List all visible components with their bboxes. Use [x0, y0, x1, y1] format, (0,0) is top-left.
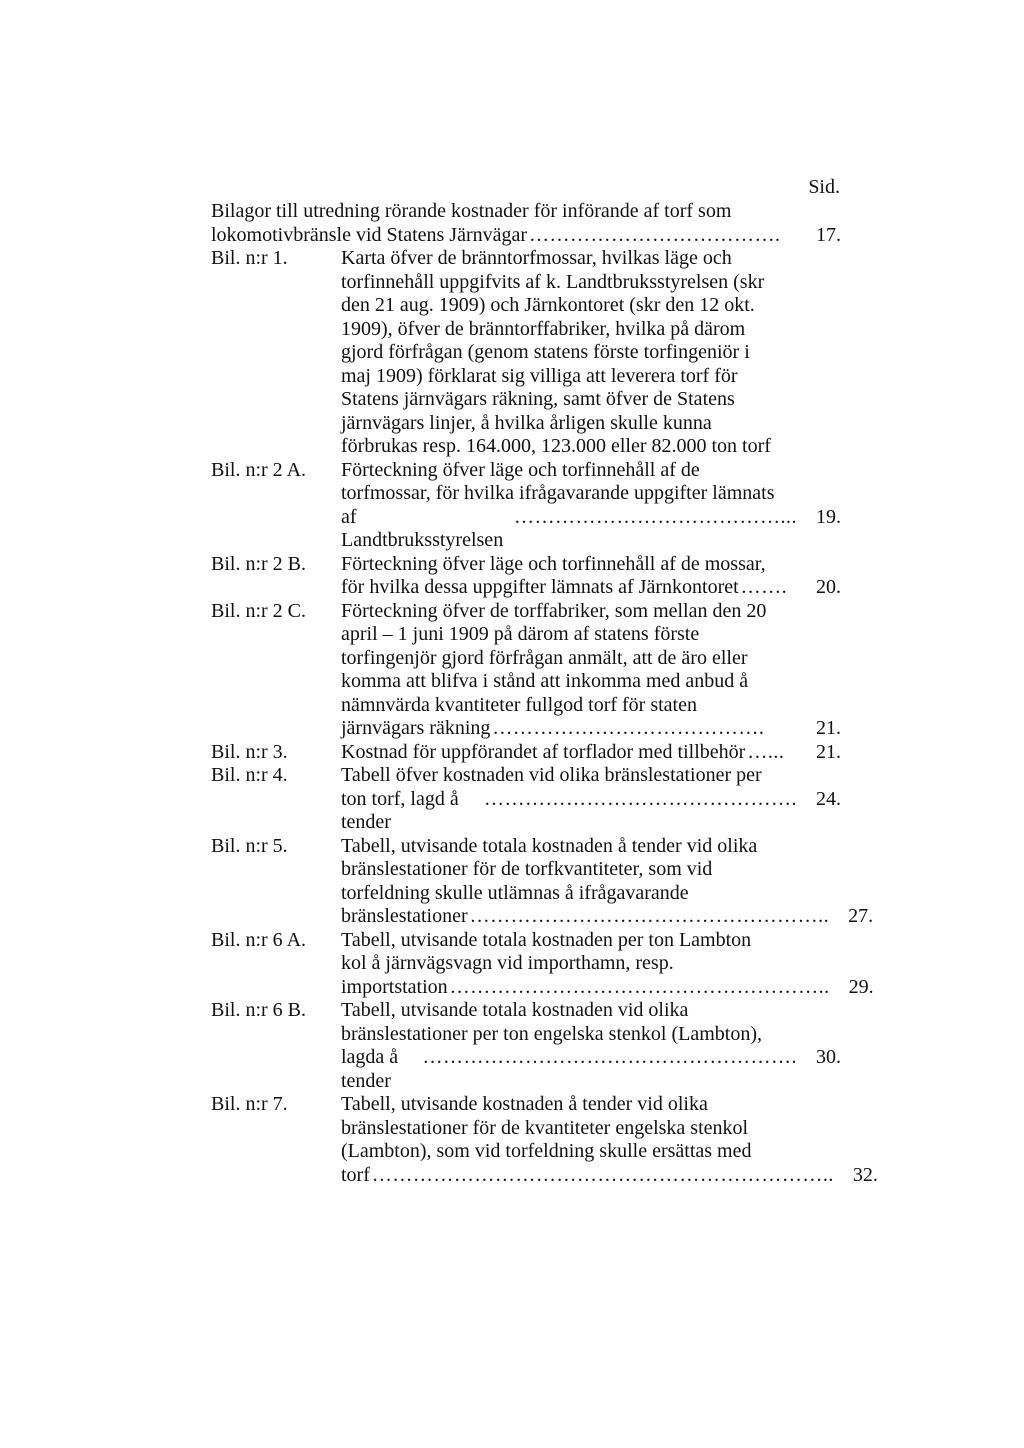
- page-number: 29.: [848, 975, 874, 998]
- appendix-list: [211, 200, 878, 1187]
- appendix-entry: [211, 600, 841, 741]
- leader-dots: ……………………………………….: [484, 787, 797, 810]
- description-line: Förteckning öfver läge och torfinnehåll af de: [341, 458, 700, 481]
- page-number: 20.: [816, 576, 841, 598]
- description-last-line: [341, 976, 874, 1000]
- description-line: Förteckning öfver de torffabriker, som mellan den 20: [341, 599, 767, 622]
- appendix-label: Bil. n:r 7.: [211, 1093, 288, 1115]
- leader-dots: ………………………………….: [492, 717, 765, 739]
- description-line: gjord förfrågan (genom statens förste torfingeniör i: [341, 341, 750, 363]
- description-line: april – 1 juni 1909 på därom af statens förste: [341, 623, 700, 645]
- appendix-label: Bil. n:r 1.: [211, 247, 288, 269]
- appendix-label: Bil. n:r 3.: [211, 740, 288, 763]
- leader-dots: …………………………………...: [514, 505, 797, 528]
- page-number: 32.: [852, 1163, 878, 1186]
- description-line: Karta öfver de bränntorfmossar, hvilkas läge och: [341, 247, 732, 269]
- appendix-description: [341, 764, 841, 835]
- appendix-description: [341, 459, 841, 553]
- description-line: bränslestationer per ton engelska stenkol (Lambton),: [341, 1022, 762, 1045]
- description-line: torfingenjör gjord förfrågan anmält, att de äro eller: [341, 646, 748, 669]
- leader-dots: …...: [747, 740, 785, 763]
- description-line: importstation: [341, 975, 448, 998]
- appendix-entry: [211, 459, 841, 553]
- description-line: Förteckning öfver läge och torfinnehåll af de mossar,: [341, 552, 766, 575]
- intro-heading: [211, 200, 841, 247]
- description-line: kol å järnvägsvagn vid importhamn, resp.: [341, 952, 674, 974]
- page-number: 27.: [848, 905, 874, 927]
- description-line: torfeldning skulle utlämnas å ifrågavarande: [341, 881, 689, 904]
- appendix-description: [341, 999, 841, 1093]
- appendix-description: [341, 553, 841, 600]
- description-line: lagda å tender: [341, 1046, 399, 1092]
- description-last-line: [341, 1046, 841, 1093]
- leader-dots: ……………………………………………….: [422, 1046, 797, 1068]
- appendix-description: [341, 929, 874, 1000]
- description-line: förbrukas resp. 164.000, 123.000 eller 82.000 ton torf: [341, 435, 771, 457]
- appendix-description: [341, 600, 841, 741]
- appendix-label: Bil. n:r 6 A.: [211, 928, 307, 951]
- description-line: ton torf, lagd å tender: [341, 787, 459, 833]
- appendix-entry: [211, 928, 874, 1000]
- appendix-description: [341, 741, 841, 765]
- description-line: bränslestationer: [341, 905, 468, 927]
- description-line: Tabell, utvisande kostnaden å tender vid olika: [341, 1093, 708, 1115]
- description-last-line: [341, 905, 873, 929]
- page-number: 17.: [816, 223, 841, 246]
- description-line: järnvägars räkning: [341, 717, 491, 739]
- appendix-entry: [211, 553, 841, 600]
- description-line: nämnvärda kvantiteter fullgod torf för staten: [341, 693, 697, 716]
- appendix-label: Bil. n:r 6 B.: [211, 999, 307, 1021]
- page-number: 21.: [816, 740, 841, 763]
- description-line: den 21 aug. 1909) och Järnkontoret (skr den 12 okt.: [341, 294, 755, 316]
- appendix-description: [341, 247, 841, 459]
- page-number: 24.: [816, 787, 841, 810]
- description-last-line: [341, 506, 841, 553]
- description-line: bränslestationer för de kvantiteter engelska stenkol: [341, 1116, 749, 1139]
- page-number: 30.: [816, 1046, 841, 1068]
- appendix-entry: [211, 741, 841, 765]
- leader-dots: ……………………………….: [529, 223, 781, 246]
- appendix-label: Bil. n:r 2 A.: [211, 458, 307, 481]
- description-line: 1909), öfver de bränntorffabriker, hvilka på därom: [341, 317, 746, 340]
- appendix-entry: [211, 999, 841, 1093]
- page-column-heading: Sid.: [808, 176, 840, 198]
- description-line: af Landtbruksstyrelsen: [341, 505, 504, 551]
- leader-dots: …….: [740, 576, 788, 598]
- appendix-description: [341, 835, 873, 929]
- description-line: Tabell, utvisande totala kostnaden vid olika: [341, 999, 689, 1021]
- description-line: torfmossar, för hvilka ifrågavarande uppgifter lämnats: [341, 482, 775, 504]
- leader-dots: ……………………………………………..: [469, 905, 830, 927]
- intro-last-line: [211, 224, 841, 248]
- description-line: järnvägars linjer, å hvilka årligen skulle kunna: [341, 411, 712, 434]
- appendix-entry: [211, 834, 874, 929]
- intro-line: Bilagor till utredning rörande kostnader för införande af torf som: [211, 200, 732, 222]
- description-line: bränslestationer för de torfkvantiteter, som vid: [341, 858, 713, 880]
- description-last-line: [341, 741, 841, 765]
- description-line: Tabell, utvisande totala kostnaden å tender vid olika: [341, 834, 758, 857]
- description-line: torf: [341, 1163, 370, 1186]
- description-line: Tabell, utvisande totala kostnaden per ton Lambton: [341, 928, 752, 951]
- appendix-description: [341, 1093, 878, 1187]
- description-line: (Lambton), som vid torfeldning skulle ersättas med: [341, 1140, 752, 1162]
- appendix-label: Bil. n:r 4.: [211, 764, 288, 786]
- leader-dots: …………………………………………………………..: [371, 1163, 834, 1186]
- description-line: maj 1909) förklarat sig villiga att leverera torf för: [341, 364, 738, 387]
- appendix-entry: [211, 764, 841, 835]
- description-last-line: [341, 576, 841, 600]
- description-line: Tabell öfver kostnaden vid olika bränslestationer per: [341, 764, 762, 786]
- description-line: torfinnehåll uppgifvits af k. Landtbruksstyrelsen (skr: [341, 270, 765, 293]
- page-number: 19.: [816, 505, 841, 528]
- appendix-label: Bil. n:r 5.: [211, 834, 288, 857]
- appendix-label: Bil. n:r 2 B.: [211, 552, 307, 575]
- appendix-entry: [211, 247, 841, 459]
- description-line: komma att blifva i stånd att inkomma med anbud å: [341, 670, 749, 692]
- page-number: 21.: [816, 717, 841, 739]
- description-line: Statens järnvägars räkning, samt öfver de Statens: [341, 388, 735, 410]
- description-line: för hvilka dessa uppgifter lämnats af Järnkontoret: [341, 576, 739, 598]
- description-last-line: [341, 1164, 878, 1188]
- appendix-entry: [211, 1093, 878, 1187]
- intro-line: lokomotivbränsle vid Statens Järnvägar: [211, 223, 528, 246]
- description-last-line: [341, 717, 841, 741]
- description-line: Kostnad för uppförandet af torflador med tillbehör: [341, 740, 746, 763]
- appendix-label: Bil. n:r 2 C.: [211, 599, 307, 622]
- leader-dots: ………………………………………………..: [449, 975, 830, 998]
- description-last-line: [341, 788, 841, 835]
